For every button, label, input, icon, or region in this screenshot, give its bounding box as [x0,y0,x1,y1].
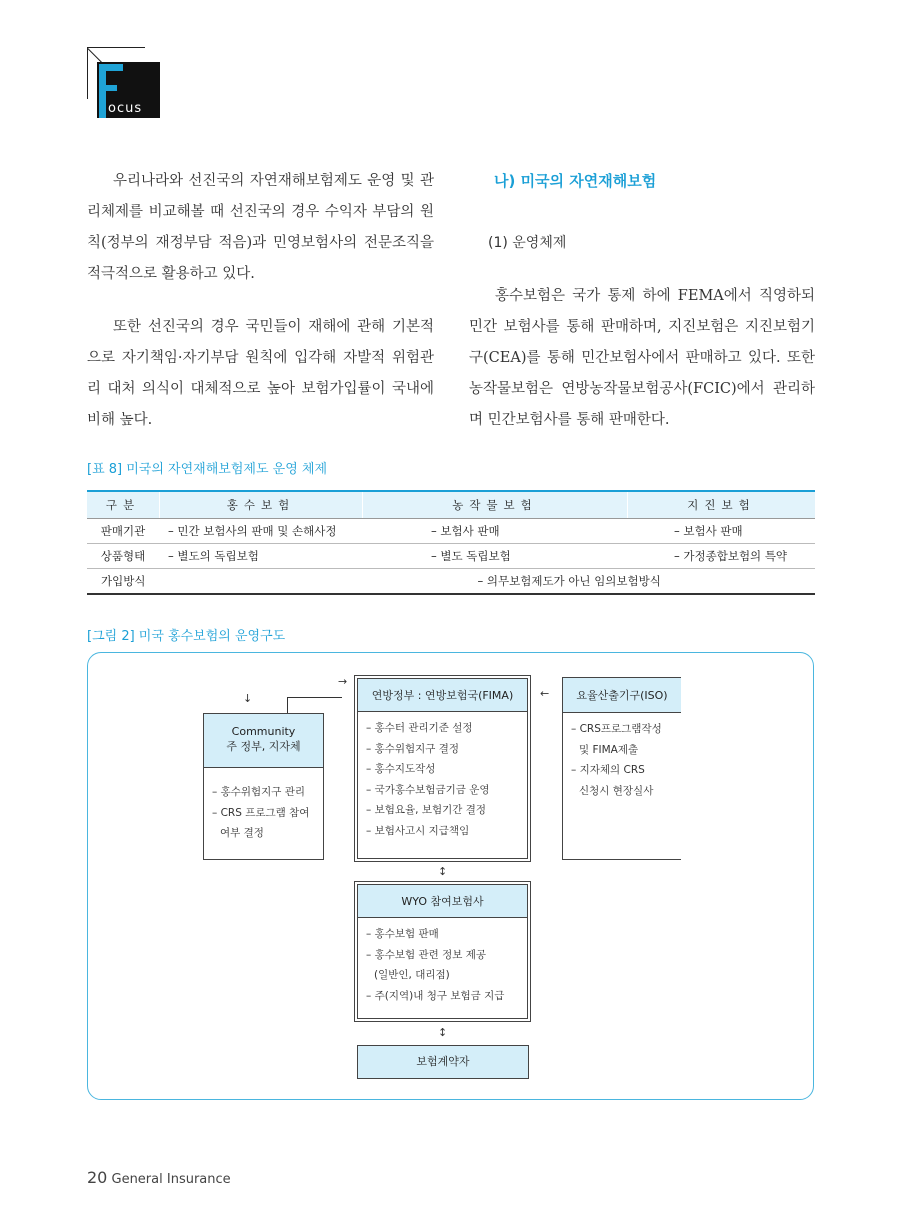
publication-title: General Insurance [111,1172,231,1187]
iso-title: 요율산출기구(ISO) [563,678,681,713]
list-item: – CRS 프로그램 참여 [212,806,310,819]
community-subtitle: 주 정부, 지자체 [226,740,301,753]
table-row [87,544,815,569]
table-row [87,519,815,544]
left-paragraph-1: 우리나라와 선진국의 자연재해보험제도 운영 및 관리체제를 비교해볼 때 선진국의 경우 수익자 부담의 원칙(정부의 재정부담 적음)과 민영보험사의 전문조직을 적극적으로 활용하고 있다. [87,173,434,282]
cell-quake: – 보험사 판매 [628,519,816,544]
right-paragraph: 홍수보험은 국가 통제 하에 FEMA에서 직영하되 민간 보험사를 통해 판매하며, 지진보험은 지진보험기구(CEA)를 통해 민간보험사에서 판매하고 있다. 또한 농작물보험은 연방농작물보험공사(FCIC)에서 관리하며 민간보험사를 통해 판매한다. [469,288,815,428]
list-item: – 홍수보험 판매 [366,928,439,940]
list-item: – 국가홍수보험금기금 운영 [366,783,490,796]
connector-line [287,697,342,698]
cell-crop: – 별도 독립보험 [363,544,628,569]
arrow-down-icon: ↓ [243,692,253,705]
sub-heading: (1) 운영체제 [488,235,567,251]
cell-flood: – 민간 보험사의 판매 및 손해사정 [160,519,363,544]
header-flood: 홍수보험 [160,491,363,519]
list-item: 여부 결정 [220,827,264,839]
arrow-updown-icon: ↕ [438,1026,448,1039]
insured-title: 보험계약자 [416,1055,470,1068]
header-quake: 지진보험 [628,491,816,519]
row-label: 상품형태 [87,544,160,569]
iso-box [562,677,681,860]
wyo-list [358,918,527,1012]
insurance-table [87,490,815,595]
connector-line [287,697,288,713]
list-item: (일반인, 대리점) [374,969,450,981]
cell-crop: – 보험사 판매 [363,519,628,544]
fema-title: 연방정부 : 연방보험국(FIMA) [358,679,527,712]
wyo-box [357,884,528,1019]
fema-box [357,678,528,859]
fema-list [358,712,527,847]
section-heading: 나) 미국의 자연재해보험 [494,172,657,190]
list-item: – 홍수터 관리기준 설정 [366,722,473,734]
table-header-row [87,491,815,519]
row-label: 판매기관 [87,519,160,544]
list-item: – 지자체의 CRS [571,764,645,776]
cell-quake: – 가정종합보험의 특약 [628,544,816,569]
arrow-left-icon: ← [540,687,550,700]
list-item: – 보험사고시 지급책임 [366,824,470,837]
header-crop: 농작물보험 [363,491,628,519]
page-footer [87,1168,231,1187]
header-category: 구분 [87,491,160,519]
table-row [87,569,815,595]
list-item: – CRS프로그램작성 [571,723,662,735]
list-item: – 홍수보험 관련 정보 제공 [366,948,487,961]
community-box [203,713,324,860]
cell-merged: – 의무보험제도가 아닌 임의보험방식 [160,569,816,595]
table-caption: [표 8] 미국의 자연재해보험제도 운영 체제 [87,462,328,477]
left-paragraph-2: 또한 선진국의 경우 국민들이 재해에 관해 기본적으로 자기책임·자기부담 원칙에 입각해 자발적 위험관리 대처 의식이 대체적으로 높아 보험가입률이 국내에 비해 높다. [87,319,434,428]
arrow-right-icon: → [338,675,348,688]
cell-flood: – 별도의 독립보험 [160,544,363,569]
community-list [204,768,323,850]
list-item: 및 FIMA제출 [579,743,639,756]
arrow-updown-icon: ↕ [438,865,448,878]
list-item: – 홍수위험지구 관리 [212,786,306,798]
list-item: – 보험요율, 보험기간 결정 [366,804,487,816]
insured-box [357,1045,529,1079]
list-item: – 홍수지도작성 [366,763,436,775]
wyo-title: WYO 참여보험사 [358,885,527,918]
page-number: 20 [87,1168,108,1187]
iso-list [563,713,681,807]
logo-text: ocus [108,101,143,116]
figure-caption: [그림 2] 미국 홍수보험의 운영구도 [87,629,286,644]
list-item: 신청시 현장실사 [579,784,654,797]
community-title: Community [231,725,296,738]
list-item: – 홍수위험지구 결정 [366,742,460,755]
list-item: – 주(지역)내 청구 보험금 지급 [366,989,505,1002]
row-label: 가입방식 [87,569,160,595]
